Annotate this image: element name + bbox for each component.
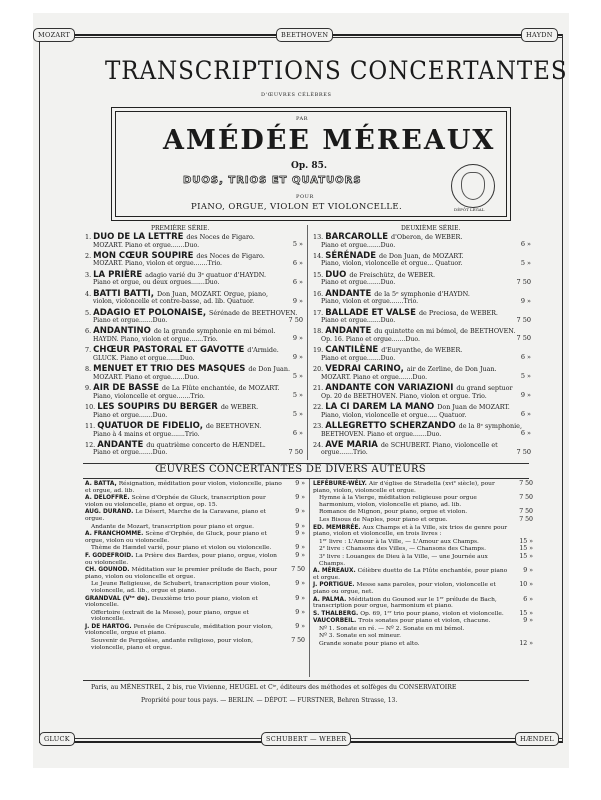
entry-subtitle: d'Euryanthe, de WEBER. <box>381 346 463 355</box>
entry-title: BALLADE ET VALSE <box>325 307 419 318</box>
entry-number: 14. <box>313 251 326 260</box>
entry-number: 17. <box>313 308 326 317</box>
oeuvre-price: 9 » <box>295 522 305 530</box>
oeuvre-price: 7 50 <box>291 566 305 574</box>
oeuvre-text: Andante de Mozart, transcription pour piano et orgue. <box>91 523 255 530</box>
oeuvre-price: 7 50 <box>519 480 533 487</box>
oeuvre-price: 7 50 <box>519 508 533 516</box>
entry-title: ANDANTE CON VARIAZIONI <box>325 383 457 394</box>
series-entry-line <box>85 328 275 336</box>
oeuvre-price: 9 » <box>523 617 533 625</box>
oeuvre-text: Résignation, méditation pour violon, violoncelle, piano et orgue, ad. lib. <box>85 481 282 494</box>
oeuvre-text: Grande sonate pour piano et alto. <box>319 641 420 648</box>
oeuvre-author: J. PORTIGUE. <box>313 582 357 589</box>
series-entry <box>85 439 303 461</box>
pour-label: POUR <box>296 194 314 200</box>
entry-subtitle: de Freischütz, de WEBER. <box>349 270 436 279</box>
entry-description: Piano et orgue.......Duo. <box>321 354 396 362</box>
entry-title: CANTILÈNE <box>325 345 382 356</box>
oeuvre-entry <box>313 495 533 508</box>
oeuvre-price: 9 » <box>523 567 533 575</box>
oeuvre-entry <box>85 545 305 552</box>
entry-price: 5 » <box>520 372 531 381</box>
oeuvre-entry <box>313 633 533 640</box>
entry-subtitle: d'Oberon, de WEBER. <box>391 233 463 241</box>
series-entry-line <box>313 383 513 394</box>
oeuvre-entry <box>313 539 533 546</box>
publisher-address: Paris, au MÉNESTREL, 2 bis, rue Vivienne, HEUGEL et Cⁱᵉ, éditeurs des méthodes et solfèges du CONSERVATOIRE <box>91 684 457 691</box>
entry-description: Piano, violon, violoncelle et orgue... Quatuor. <box>321 260 463 268</box>
entry-description: violon, violoncelle et contre-basse, ad. lib. Quatuor. <box>93 298 255 306</box>
frame-left-rule <box>39 34 40 742</box>
oeuvre-author: J. DE HARTOG. <box>85 623 134 630</box>
entry-number: 11. <box>85 421 98 430</box>
instruments-line: PIANO, ORGUE, VIOLON ET VIOLONCELLE. <box>191 202 403 212</box>
oeuvre-text: Op. 69, 1ᵉʳ trio pour piano, violon et violoncelle. <box>360 610 504 617</box>
oeuvre-entry <box>313 525 533 538</box>
entry-description: Op. 16. Piano et orgue.......Duo. <box>321 336 420 344</box>
entry-subtitle: air de Zerline, de Don Juan. <box>406 365 497 374</box>
entry-description: Piano et orgue.......Duo. <box>93 411 168 419</box>
series-entry-line <box>85 420 275 431</box>
entry-description: Piano à 4 mains et orgue.......Trio. <box>93 430 200 438</box>
frame-label-bottom-center: SCHUBERT — WEBER <box>261 732 351 746</box>
entry-title: SÉRÉNADE <box>325 250 379 261</box>
entry-description: Piano et orgue.......Duo. <box>93 449 168 457</box>
oeuvre-text: Messe sans paroles, pour violon, violoncelle et piano ou orgue, net. <box>313 582 496 595</box>
series-entry-line <box>85 404 275 412</box>
oeuvre-author: GRANDVAL (Vᵗᵉ de). <box>85 595 152 602</box>
entry-title: MON CŒUR SOUPIRE <box>93 250 197 261</box>
series-entry-line <box>313 326 516 337</box>
oeuvre-entry <box>313 554 533 567</box>
entry-subtitle: adagio varié du 3ᵉ quatuor d'HAYDN. <box>145 270 266 279</box>
oeuvre-author: F. GODEFROID. <box>85 552 136 559</box>
entry-subtitle: du quintette en mi bémol, de BEETHOVEN. <box>374 327 516 336</box>
entry-subtitle: Don Juan de MOZART. <box>437 403 510 412</box>
frame-right-rule <box>562 34 563 742</box>
oeuvre-author: A. BATTA, <box>85 481 119 487</box>
oeuvre-entry <box>313 568 533 581</box>
series-entry-line <box>85 288 275 299</box>
series-entry-line <box>313 420 522 431</box>
series-entry-line <box>85 234 275 242</box>
entry-price: 5 » <box>292 410 303 419</box>
par-label: PAR <box>296 116 309 122</box>
series-divider <box>307 225 308 460</box>
series-right-heading: DEUXIÈME SÉRIE. <box>401 225 461 232</box>
series-entry-line <box>85 250 275 261</box>
oeuvre-price: 7 50 <box>291 637 305 645</box>
entry-description: Piano et orgue.......Duo. <box>93 317 168 325</box>
entry-description: Piano, violon, violoncelle et orgue..... Quatuor. <box>321 411 467 419</box>
oeuvre-entry <box>313 618 533 625</box>
entry-price: 9 » <box>292 296 303 305</box>
entry-description: Piano et orgue.......Duo. <box>321 279 396 287</box>
entry-subtitle: d'Armide. <box>247 346 279 355</box>
series-entry-line <box>85 345 279 356</box>
entry-price: 6 » <box>520 240 531 248</box>
oeuvre-text: Nº 1. Sonate en ré. — Nº 2. Sonate en mi bémol. <box>319 625 465 632</box>
oeuvre-price: 15 » <box>519 609 533 617</box>
oeuvres-left-list <box>85 481 305 652</box>
series-entry-line <box>313 234 503 242</box>
entry-subtitle: de Don Juan. <box>248 365 291 374</box>
oeuvre-entry <box>85 567 305 580</box>
page-title: TRANSCRIPTIONS CONCERTANTES <box>105 56 568 85</box>
oeuvre-entry <box>85 638 305 651</box>
oeuvre-entry <box>85 531 305 544</box>
series-right-list <box>313 234 529 461</box>
entry-description: Piano et orgue, ou deux orgues.......Duo. <box>93 279 220 287</box>
oeuvre-price: 9 » <box>295 508 305 516</box>
oeuvre-author: S. THALBERG. <box>313 610 361 617</box>
entry-subtitle: Sérénade de BEETHOVEN. <box>209 308 298 317</box>
oeuvre-text: Scène d'Orphée de Gluck, transcription pour violon ou violoncelle, piano et orgue, op. 15. <box>85 495 266 508</box>
entry-description: MOZART. Piano, violon et orgue.......Trio. <box>93 260 223 268</box>
oeuvre-price: 15 » <box>519 552 533 560</box>
entry-title: ANDANTE <box>325 326 375 337</box>
score-cover-page <box>33 13 569 768</box>
series-entry-line <box>313 250 503 261</box>
oeuvre-price: 9 » <box>295 494 305 502</box>
oeuvre-author: A. PALMA. <box>313 596 349 603</box>
entry-subtitle: de Don Juan, de MOZART. <box>379 251 464 260</box>
frame-label-top-right: HAYDN <box>521 28 558 42</box>
oeuvre-price: 9 » <box>295 544 305 552</box>
entry-title: AVE MARIA <box>325 439 381 450</box>
entry-description: Piano et orgue.......Duo. <box>321 317 396 325</box>
oeuvre-entry <box>313 509 533 516</box>
entry-number: 4. <box>85 289 94 298</box>
oeuvre-entry <box>85 581 305 594</box>
entry-title: LES SOUPIRS DU BERGER <box>97 402 221 413</box>
oeuvre-entry <box>313 626 533 633</box>
forms-line: DUOS, TRIOS ET QUATUORS <box>183 175 362 186</box>
oeuvre-price: 6 » <box>523 595 533 603</box>
entry-title: CHŒUR PASTORAL ET GAVOTTE <box>93 345 248 356</box>
entry-number: 7. <box>85 346 94 355</box>
entry-description: MOZART. Piano et orgue.......Duo. <box>93 241 200 249</box>
entry-number: 5. <box>85 308 94 317</box>
entry-subtitle: du quatrième concerto de HÆNDEL. <box>146 440 266 449</box>
entry-number: 21. <box>313 384 326 393</box>
entry-description: Piano, violon et orgue.......Trio. <box>321 298 419 306</box>
oeuvre-price: 7 50 <box>519 494 533 502</box>
entry-title: ALLEGRETTO SCHERZANDO <box>325 420 459 431</box>
entry-price: 6 » <box>292 258 303 267</box>
entry-title: AIR DE BASSE <box>93 383 162 394</box>
series-entry-line <box>85 364 291 375</box>
entry-subtitle: de la 5ᵉ symphonie d'HAYDN. <box>374 289 470 298</box>
entry-title: MENUET ET TRIO DES MASQUES <box>93 364 249 375</box>
oeuvre-text: Offertoire (extrait de la Messe), pour piano, orgue et violoncelle. <box>91 609 249 623</box>
oeuvre-author: A. MÉREAUX. <box>313 568 358 575</box>
oeuvre-text: Trois sonates pour piano et violon, chacune. <box>358 618 491 625</box>
oeuvre-entry <box>313 546 533 553</box>
entry-title: ANDANTE <box>97 439 147 450</box>
entry-price: 7 50 <box>516 315 531 324</box>
entry-subtitle: de WEBER. <box>220 403 259 412</box>
oeuvre-author: ED. MEMBRÉE. <box>313 524 363 531</box>
oeuvre-author: A. FRANCHOMME. <box>85 531 146 538</box>
series-entry-line <box>85 439 275 450</box>
entry-title: BARCAROLLE <box>325 232 391 242</box>
oeuvre-price: 15 » <box>519 545 533 553</box>
oeuvre-text: Scène d'Orphée, de Gluck, pour piano et orgue, violon ou violoncelle. <box>85 531 267 544</box>
entry-price: 6 » <box>292 277 303 286</box>
oeuvres-right-list <box>313 481 533 649</box>
opus-number: Op. 85. <box>291 161 328 171</box>
oeuvre-text: Hymne à la Vierge, méditation religieuse pour orgue harmonium, violon, violoncelle et piano, ad. lib. <box>319 495 477 508</box>
entry-title: LA CI DAREM LA MANO <box>325 402 438 413</box>
entry-title: LA PRIÈRE <box>93 269 146 280</box>
oeuvre-text: Nº 3. Sonate en sol mineur. <box>319 633 401 640</box>
entry-price: 5 » <box>292 240 303 248</box>
entry-title: DUO DE LA LETTRE <box>93 232 187 242</box>
oeuvre-text: Air d'église de Stradella (xviᵉ siècle), pour piano, violon, violoncelle et orgue. <box>313 481 495 494</box>
entry-number: 12. <box>85 440 98 449</box>
entry-price: 9 » <box>292 334 303 343</box>
entry-price: 5 » <box>292 391 303 400</box>
oeuvre-entry <box>85 610 305 623</box>
oeuvre-entry <box>85 596 305 609</box>
entry-number: 6. <box>85 327 94 336</box>
oeuvre-author: CH. GOUNOD. <box>85 567 132 574</box>
entry-description: Piano, violoncelle et orgue.......Trio. <box>93 392 205 400</box>
entry-price: 6 » <box>520 410 531 419</box>
oeuvre-price: 9 » <box>295 594 305 602</box>
entry-subtitle: des Noces de Figaro. <box>186 233 255 241</box>
entry-number: 1. <box>85 233 94 241</box>
oeuvre-entry <box>85 624 305 637</box>
frame-label-top-left: MOZART <box>33 28 75 42</box>
entry-description: HAYDN. Piano, violon et orgue.......Trio. <box>93 336 218 344</box>
oeuvre-author: A. DELOFFRE. <box>85 495 132 502</box>
oeuvre-text: Deuxième trio pour piano, violon et violoncelle. <box>85 595 258 609</box>
oeuvre-entry <box>313 517 533 524</box>
oeuvre-price: 9 » <box>295 480 305 487</box>
entry-number: 18. <box>313 327 326 336</box>
oeuvre-entry <box>85 553 305 566</box>
oeuvres-heading: ŒUVRES CONCERTANTES DE DIVERS AUTEURS <box>155 464 426 475</box>
oeuvre-entry <box>313 481 533 494</box>
series-entry-line <box>313 347 503 355</box>
oeuvre-text: Les Bisous de Naples, pour piano et orgue. <box>319 516 448 523</box>
entry-description: orgue.......Trio. <box>321 449 368 457</box>
oeuvre-entry <box>313 611 533 618</box>
entry-title: ADAGIO ET POLONAISE, <box>93 307 210 318</box>
footer-rule <box>83 680 529 681</box>
oeuvre-text: Le Jeune Religieuse, de Schubert, transcription pour violon, violoncelle, ad. lib., orgue et piano. <box>91 581 271 594</box>
entry-price: 7 50 <box>288 447 303 456</box>
entry-number: 22. <box>313 403 326 412</box>
entry-title: ANDANTE <box>325 288 375 299</box>
entry-price: 6 » <box>520 428 531 437</box>
oeuvre-entry <box>85 524 305 531</box>
series-entry-line <box>85 269 275 280</box>
entry-subtitle: du grand septuor <box>456 384 513 393</box>
entry-number: 15. <box>313 270 326 279</box>
oeuvre-entry <box>85 509 305 522</box>
entry-title: VEDRAI CARINO, <box>325 364 407 375</box>
entry-price: 5 » <box>292 372 303 381</box>
oeuvre-text: La Prière des Bardes, pour piano, orgue, violon ou violoncelle. <box>85 552 277 566</box>
entry-price: 9 » <box>520 391 531 400</box>
oeuvre-text: Célèbre duetto de La Flûte enchantée, pour piano et orgue. <box>313 568 508 581</box>
oeuvre-price: 12 » <box>519 640 533 648</box>
entry-description: Piano et orgue.......Duo. <box>321 241 396 249</box>
subtitle: D'ŒUVRES CÉLÈBRES <box>261 92 332 98</box>
oeuvre-text: 1ᵉʳ livre : L'Amour à la Ville, — L'Amour aux Champs. <box>319 538 479 545</box>
oeuvre-price: 9 » <box>295 530 305 538</box>
series-entry-line <box>313 307 503 318</box>
entry-price: 6 » <box>520 353 531 362</box>
series-left-heading: PREMIÈRE SÉRIE. <box>151 225 210 232</box>
entry-number: 16. <box>313 289 326 298</box>
entry-subtitle: de Preciosa, de WEBER. <box>418 308 498 317</box>
oeuvre-price: 15 » <box>519 537 533 545</box>
oeuvre-text: Aux Champs et à la Ville, six trios de genre pour piano, violon et violoncelle, en trois livres : <box>313 524 508 538</box>
series-entry-line <box>313 402 510 413</box>
entry-title: QUATUOR DE FIDELIO, <box>97 420 206 431</box>
frame-label-bottom-right: HÆNDEL <box>515 732 559 746</box>
oeuvre-text: Thème de Hændel varié, pour piano et violon ou violoncelle. <box>91 545 272 552</box>
frame-label-top-center: BEETHOVEN <box>276 28 333 42</box>
oeuvre-text: Romance de Mignon, pour piano, orgue et violon. <box>319 509 468 516</box>
entry-description: BEETHOVEN. Piano et orgue.......Duo. <box>321 430 442 438</box>
series-entry-line <box>313 269 503 280</box>
oeuvre-entry <box>85 481 305 494</box>
entry-number: 24. <box>313 440 326 449</box>
composer-name: AMÉDÉE MÉREAUX <box>163 125 496 156</box>
entry-subtitle: de La Flûte enchantée, de MOZART. <box>161 384 280 393</box>
oeuvre-text: Pensée de Crépuscule, méditation pour violon, violoncelle, orgue et piano. <box>85 623 273 637</box>
oeuvre-text: Le Désert, Marche de la Caravane, piano et orgue. <box>85 509 266 522</box>
rights-notice: Propriété pour tous pays. — BERLIN. — DÉPOT. — FURSTNER, Behren Strasse, 13. <box>141 697 398 704</box>
entry-subtitle: des Noces de Figaro. <box>196 251 265 260</box>
oeuvre-author: VAUCORBEIL. <box>313 618 359 625</box>
entry-number: 10. <box>85 403 98 412</box>
entry-description: MOZART. Piano et orgue.......Duo. <box>93 373 200 381</box>
series-entry-line <box>313 439 503 450</box>
oeuvre-entry <box>313 641 533 648</box>
entry-price: 7 50 <box>288 315 303 324</box>
entry-number: 13. <box>313 233 326 241</box>
oeuvre-price: 10 » <box>519 581 533 589</box>
series-left-list <box>85 234 301 461</box>
entry-price: 5 » <box>520 258 531 267</box>
oeuvre-entry <box>313 582 533 595</box>
entry-description: GLUCK. Piano et orgue.......Duo. <box>93 354 195 362</box>
entry-price: 6 » <box>292 428 303 437</box>
oeuvre-price: 9 » <box>295 622 305 630</box>
entry-price: 7 50 <box>516 334 531 343</box>
oeuvres-heading-rule <box>83 478 529 479</box>
series-entry-line <box>313 366 503 374</box>
oeuvre-text: Méditation du Gounod sur le 1ᵉʳ prélude de Bach, transcription pour orgue, harmonium et piano. <box>313 596 497 610</box>
entry-description: Op. 20 de BEETHOVEN. Piano, violon et orgue. Trio. <box>321 392 487 400</box>
series-entry-line <box>313 288 503 299</box>
series-entry-line <box>85 307 298 318</box>
entry-number: 9. <box>85 384 94 393</box>
entry-title: BATTI BATTI, <box>93 288 157 299</box>
stamp-text: DÉPÔT LÉGAL <box>454 207 485 212</box>
frame-label-bottom-left: GLUCK <box>39 732 75 746</box>
entry-subtitle: de SCHUBERT. Piano, violoncelle et <box>380 440 498 449</box>
entry-description: MOZART. Piano et orgue.......Duo. <box>321 373 428 381</box>
oeuvre-price: 7 50 <box>519 515 533 523</box>
entry-price: 7 50 <box>516 447 531 456</box>
oeuvre-author: LEFÉBURE-WÉLY. <box>313 481 369 487</box>
series-entry <box>313 439 531 461</box>
oeuvre-entry <box>313 597 533 610</box>
entry-subtitle: de la 8ᵉ symphonie, <box>458 421 522 430</box>
entry-title: ANDANTINO <box>93 326 154 337</box>
entry-subtitle: de BEETHOVEN. <box>205 421 262 430</box>
entry-price: 9 » <box>520 296 531 305</box>
oeuvre-entry <box>85 495 305 508</box>
entry-price: 9 » <box>292 353 303 362</box>
entry-number: 23. <box>313 421 326 430</box>
oeuvre-price: 9 » <box>295 580 305 588</box>
entry-number: 8. <box>85 365 94 374</box>
entry-number: 19. <box>313 346 326 355</box>
oeuvre-text: 2ᵉ livre : Chansons des Villes, — Chansons des Champs. <box>319 546 486 553</box>
entry-number: 2. <box>85 251 94 260</box>
entry-number: 3. <box>85 270 94 279</box>
entry-number: 20. <box>313 365 326 374</box>
publisher-stamp <box>451 164 495 208</box>
oeuvre-text: 3ᵉ livre : Louanges de Dieu à la Ville, — une Journée aux Champs. <box>319 553 488 567</box>
oeuvre-author: AUG. DURAND. <box>85 509 136 516</box>
entry-subtitle: Don Juan, MOZART. Orgue, piano, <box>157 289 268 298</box>
stamp-crest-icon <box>461 172 485 200</box>
entry-title: DUO <box>325 269 350 280</box>
oeuvre-price: 9 » <box>295 608 305 616</box>
oeuvres-divider <box>309 479 310 677</box>
oeuvre-text: Méditation sur le premier prélude de Bach, pour piano, violon ou violoncelle et orgue. <box>85 567 278 580</box>
entry-price: 7 50 <box>516 277 531 286</box>
series-entry-line <box>85 383 280 394</box>
oeuvre-price: 9 » <box>295 551 305 559</box>
oeuvre-text: Souvenir de Pergolèse, andante religioso, pour violon, violoncelle, piano et orgue. <box>91 638 253 651</box>
entry-subtitle: de la grande symphonie en mi bémol. <box>153 327 276 336</box>
